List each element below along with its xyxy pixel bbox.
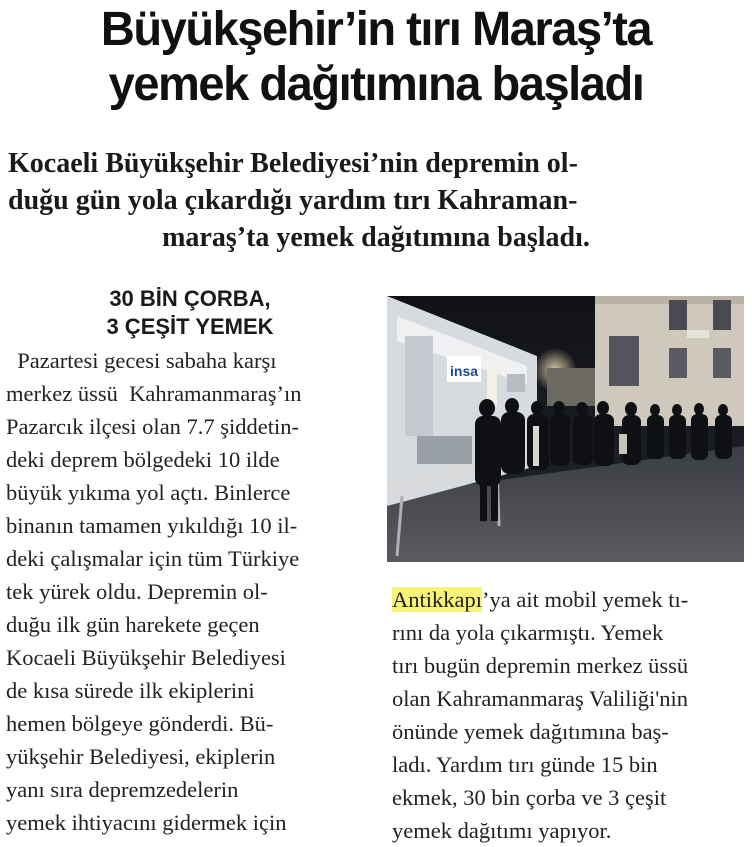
subheading-line-2: 3 ÇEŞİT YEMEK	[106, 314, 274, 339]
body-line: deki deprem bölgedeki 10 ilde	[6, 447, 280, 472]
body-right-first-rest: ’ya ait mobil yemek tı-	[482, 587, 689, 612]
lede	[8, 145, 744, 256]
body-line: yükşehir Belediyesi, ekiplerin	[6, 744, 276, 769]
headline-line-2: yemek dağıtımına başladı	[108, 58, 644, 111]
body-line: Pazartesi gecesi sabaha karşı	[6, 348, 277, 373]
body-line: tırı bugün depremin merkez üssü	[392, 653, 689, 678]
news-photo	[387, 296, 744, 562]
body-line: yemek dağıtımı yapıyor.	[392, 818, 612, 843]
lede-line-2: duğu gün yola çıkardığı yardım tırı Kahraman-	[8, 185, 578, 216]
body-line: deki çalışmalar için tüm Türkiye	[6, 546, 300, 571]
body-line: Kocaeli Büyükşehir Belediyesi	[6, 645, 286, 670]
body-line: merkez üssü Kahramanmaraş’ın	[6, 381, 302, 406]
body-line: büyük yıkıma yol açtı. Binlerce	[6, 480, 291, 505]
truck-sign-text: insa	[450, 363, 479, 379]
body-line: de kısa sürede ilk ekiplerini	[6, 678, 255, 703]
headline-line-1: Büyükşehir’in tırı Maraş’ta	[100, 3, 652, 56]
body-line: duğu ilk gün harekete geçen	[6, 612, 260, 637]
body-line: olan Kahramanmaraş Valiliği'nin	[392, 686, 689, 711]
body-line: tek yürek oldu. Depremin ol-	[6, 579, 268, 604]
lede-line-3: maraş’ta yemek dağıtımına başladı.	[162, 222, 590, 253]
body-column-left	[6, 344, 362, 839]
body-line: rını da yola çıkarmıştı. Yemek	[392, 620, 664, 645]
body-line: hemen bölgeye gönderdi. Bü-	[6, 711, 274, 736]
subheading	[40, 285, 340, 341]
lede-line-1: Kocaeli Büyükşehir Belediyesi’nin depremin ol-	[8, 148, 578, 179]
body-line: yemek ihtiyacını gidermek için	[6, 810, 287, 835]
body-line: yanı sıra depremzedelerin	[6, 777, 239, 802]
body-line: Pazarcık ilçesi olan 7.7 şiddetin-	[6, 414, 300, 439]
body-line: binanın tamamen yıkıldığı 10 il-	[6, 513, 298, 538]
body-column-right	[392, 583, 744, 847]
highlighted-word: Antikkapı	[392, 587, 482, 612]
headline	[0, 2, 752, 112]
body-right-first-line	[392, 583, 744, 616]
subheading-line-1: 30 BİN ÇORBA,	[109, 286, 271, 311]
body-line: ekmek, 30 bin çorba ve 3 çeşit	[392, 785, 667, 810]
body-line: önünde yemek dağıtımına baş-	[392, 719, 669, 744]
body-line: ladı. Yardım tırı günde 15 bin	[392, 752, 658, 777]
